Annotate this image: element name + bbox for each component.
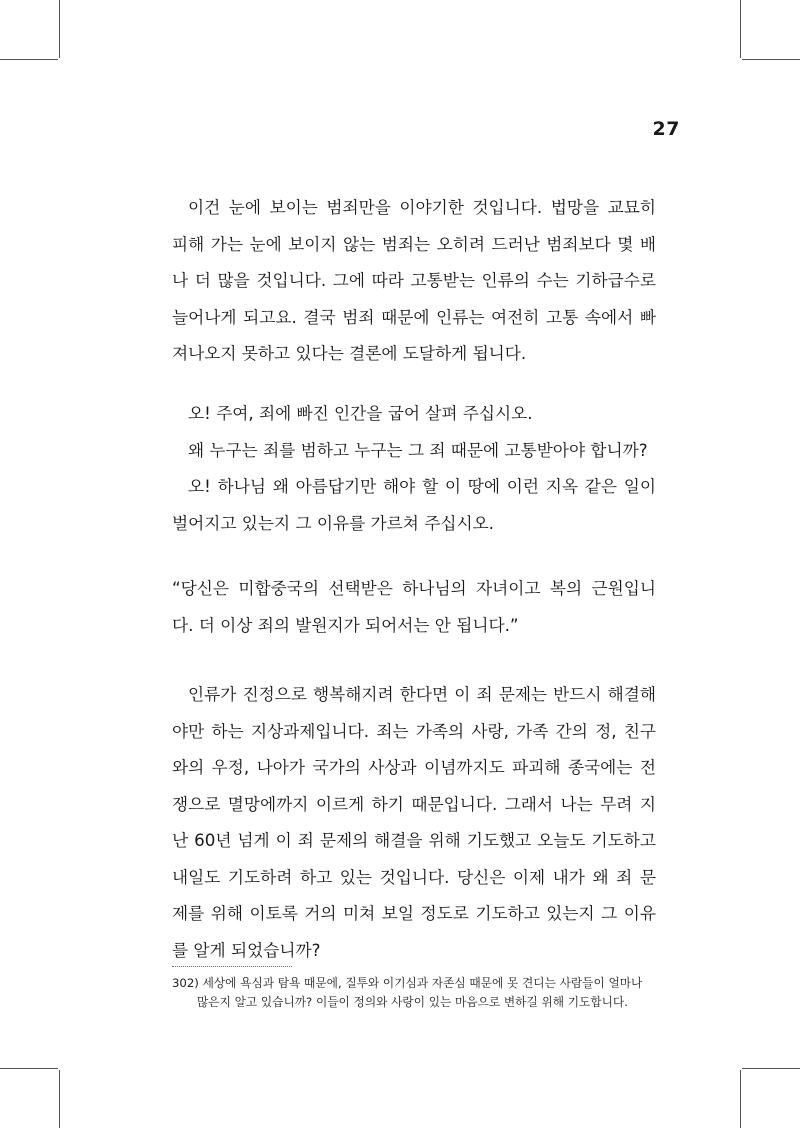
text-line: 인류가 진정으로 행복해지려 한다면 이 죄 문제는 반드시 해결해 — [188, 684, 656, 704]
text-line: 벌어지고 있는지 그 이유를 가르쳐 주십시오. — [172, 512, 494, 533]
crop-mark — [740, 1070, 741, 1128]
text-line: 져나오지 못하고 있다는 결론에 도달하게 됩니다. — [172, 343, 527, 363]
crop-mark — [742, 1068, 800, 1069]
text-line: 늘어나게 되고요. 결국 범죄 때문에 인류는 여전히 고통 속에서 빠 — [172, 306, 656, 327]
text-line: 왜 누구는 죄를 범하고 누구는 그 죄 때문에 고통받아야 합니까? — [188, 439, 648, 460]
text-line: “당신은 미합중국의 선택받은 하나님의 자녀이고 복의 근원입니 — [172, 578, 656, 598]
crop-mark — [0, 1068, 58, 1069]
text-line: 내일도 기도하려 하고 있는 것입니다. 당신은 이제 내가 왜 죄 문 — [172, 866, 656, 887]
crop-mark — [740, 0, 741, 58]
crop-mark — [59, 0, 60, 58]
footnote-line: 많은지 알고 있습니까? 이들이 정의와 사랑이 있는 마음으로 변하길 위해 기도합니다. — [197, 995, 628, 1009]
text-line: 야만 하는 지상과제입니다. 죄는 가족의 사랑, 가족 간의 정, 친구 — [172, 720, 656, 741]
crop-mark — [59, 1070, 60, 1128]
text-line: 오! 주여, 죄에 빠진 인간을 굽어 살펴 주십시오. — [188, 403, 533, 423]
page-number: 27 — [652, 118, 680, 140]
text-line: 다. 더 이상 죄의 발원지가 되어서는 안 됩니다.” — [172, 614, 519, 635]
crop-mark — [0, 59, 58, 60]
footnote-separator — [172, 966, 292, 967]
paragraph-2 — [172, 395, 656, 541]
text-line: 이건 눈에 보이는 범죄만을 이야기한 것입니다. 법망을 교묘히 — [188, 197, 656, 217]
text-line: 와의 우정, 나아가 국가의 사상과 이념까지도 파괴해 종국에는 전 — [172, 757, 656, 777]
paragraph-1 — [172, 189, 656, 372]
text-line: 를 알게 되었습니까? — [172, 939, 321, 960]
text-line: 쟁으로 멸망에까지 이르게 하기 때문입니다. 그래서 나는 무려 지 — [172, 793, 656, 814]
footnote-line: 302) 세상에 욕심과 탐욕 때문에, 질투와 이기심과 자존심 때문에 못 견디는 사람들이 얼마나 — [172, 976, 643, 990]
text-line: 나 더 많을 것입니다. 그에 따라 고통받는 인류의 수는 기하급수로 — [172, 270, 656, 290]
crop-mark — [742, 59, 800, 60]
paragraph-3-quote — [172, 570, 656, 643]
text-line: 제를 위해 이토록 거의 미쳐 보일 정도로 기도하고 있는지 그 이유 — [172, 903, 656, 923]
text-line: 난 60년 넘게 이 죄 문제의 해결을 위해 기도했고 오늘도 기도하고 — [172, 830, 656, 850]
paragraph-4 — [172, 676, 656, 968]
text-line: 오! 하나님 왜 아름답기만 해야 할 이 땅에 이런 지옥 같은 일이 — [188, 476, 656, 496]
text-line: 피해 가는 눈에 보이지 않는 범죄는 오히려 드러난 범죄보다 몇 배 — [172, 233, 656, 254]
